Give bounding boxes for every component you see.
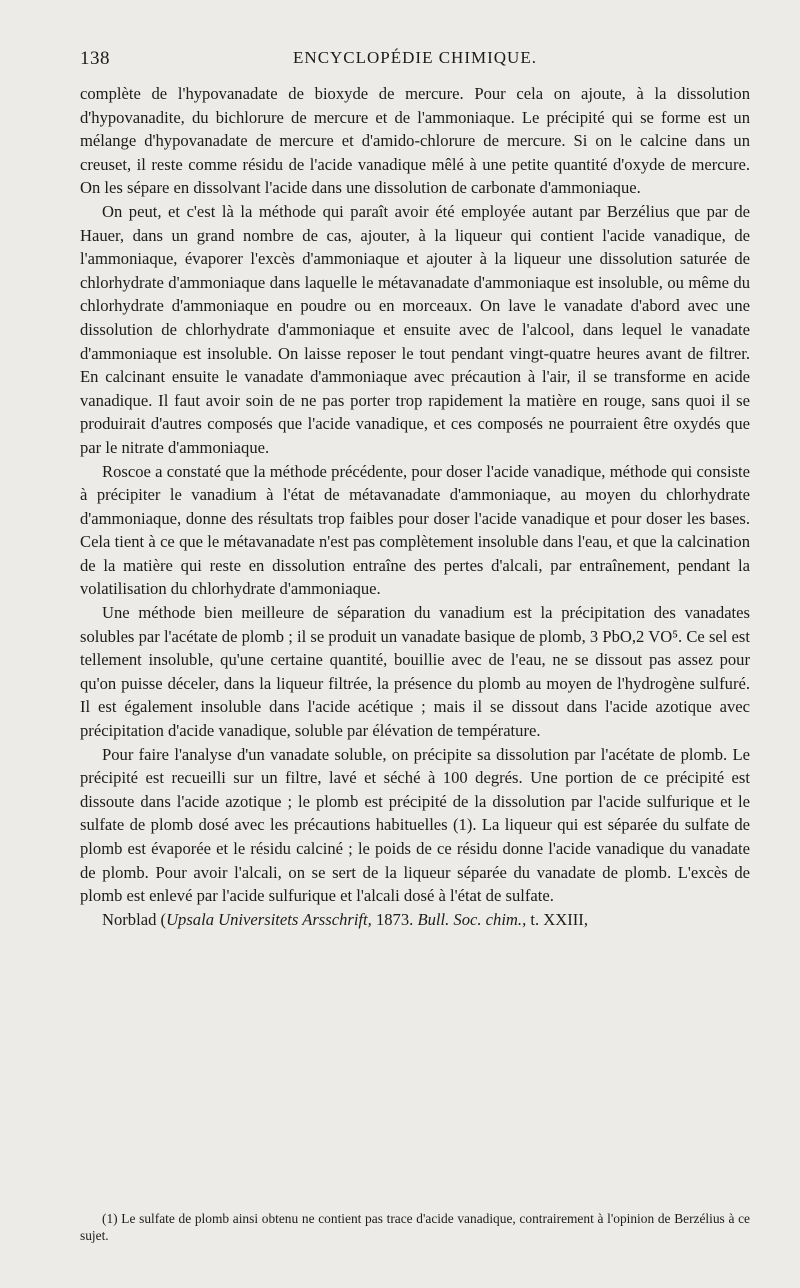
paragraph-1: complète de l'hypovanadate de bioxyde de mercure. Pour cela on ajoute, à la dissolution d'hypovanadite, du bichlorure de mercure et de l'ammoniaque. Le précipité qui se forme est un mélange d'hypovanadate de mercure et d'amido-chlorure de mercure. Si on le calcine dans un creuset, il reste comme résidu de l'acide vanadique mêlé à une petite quantité d'oxyde de mercure. On les sépare en dissolvant l'acide dans une dissolution de carbonate d'ammoniaque. (80, 84, 750, 198)
running-title: ENCYCLOPÉDIE CHIMIQUE. (293, 48, 537, 67)
main-text (80, 82, 750, 931)
paragraph-6-start: Norblad ( (102, 909, 167, 929)
paragraph-3: Roscoe a constaté que la méthode précédente, pour doser l'acide vanadique, méthode qui consiste à précipiter le vanadium à l'état de métavanadate d'ammoniaque, au moyen du chlorhydrate d'ammoniaque, donne des résultats trop faibles pour doser l'acide vanadique et pour doser les bases. Cela tient à ce que le métavanadate n'est pas complètement insoluble dans l'eau, et que la calcination de la matière qui reste en dissolution entraîne des pertes d'alcali, par entraînement, pendant la volatilisation du chlorhydrate d'ammoniaque. (80, 461, 750, 599)
footnote (80, 1210, 750, 1244)
paragraph-5: Pour faire l'analyse d'un vanadate soluble, on précipite sa dissolution par l'acétate de plomb. Le précipité est recueilli sur un filtre, lavé et séché à 100 degrés. Une portion de ce précipité est dissoute dans l'acide azotique ; le plomb est précipité de la dissolution par l'acide sulfurique et le sulfate de plomb dosé avec les précautions habituelles (1). La liqueur qui est séparée du sulfate de plomb est évaporée et le résidu calciné ; le poids de ce résidu donne l'acide vanadique du vanadate de plomb. Pour avoir l'alcali, on se sert de la liqueur séparée du vanadate de plomb. L'excès de plomb est enlevé par l'acide sulfurique et l'alcali dosé à l'état de sulfate. (80, 744, 750, 906)
paragraph-6-year: 1873. (371, 909, 418, 929)
paragraph-6 (80, 908, 750, 932)
paragraph-6-end: t. XXIII, (526, 909, 588, 929)
journal-title-bull: Bull. Soc. chim., (417, 909, 527, 929)
journal-title-upsala: Upsala Universitets Arsschrift, (166, 909, 372, 929)
footnote-text: (1) Le sulfate de plomb ainsi obtenu ne contient pas trace d'acide vanadique, contrairement à l'opinion de Berzélius à ce sujet. (80, 1211, 750, 1243)
page-number: 138 (80, 48, 110, 69)
paragraph-2: On peut, et c'est là la méthode qui paraît avoir été employée autant par Berzélius que par de Hauer, dans un grand nombre de cas, ajouter, à la liqueur qui contient l'acide vanadique, de l'ammoniaque, évaporer l'excès d'ammoniaque et ajouter à la liqueur une dissolution saturée de chlorhydrate d'ammoniaque dans laquelle le métavanadate d'ammoniaque est insoluble, ou même du chlorhydrate d'ammoniaque en poudre ou en morceaux. On lave le vanadate d'abord avec une dissolution de chlorhydrate d'ammoniaque et ensuite avec de l'alcool, dans lequel le vanadate d'ammoniaque est insoluble. On laisse reposer le tout pendant vingt-quatre heures avant de filtrer. En calcinant ensuite le vanadate d'ammoniaque avec précaution à l'air, il se transforme en acide vanadique. Il faut avoir soin de ne pas porter trop rapidement la matière en rouge, sans quoi il se produirait d'autres composés que l'acide vanadique, et ces composés ne pourraient être oxydés que par le nitrate d'ammoniaque. (80, 201, 750, 457)
page-header (80, 48, 750, 72)
paragraph-4: Une méthode bien meilleure de séparation du vanadium est la précipitation des vanadates solubles par l'acétate de plomb ; il se produit un vanadate basique de plomb, 3 PbO,2 VO⁵. Ce sel est tellement insoluble, qu'une certaine quantité, bouillie avec de l'eau, ne se dissout pas assez pour qu'on puisse déceler, dans la liqueur filtrée, la présence du plomb au moyen de l'hydrogène sulfuré. Il est également insoluble dans l'acide acétique ; mais il se dissout dans l'acide azotique avec précipitation d'acide vanadique, soluble par élévation de température. (80, 603, 750, 741)
